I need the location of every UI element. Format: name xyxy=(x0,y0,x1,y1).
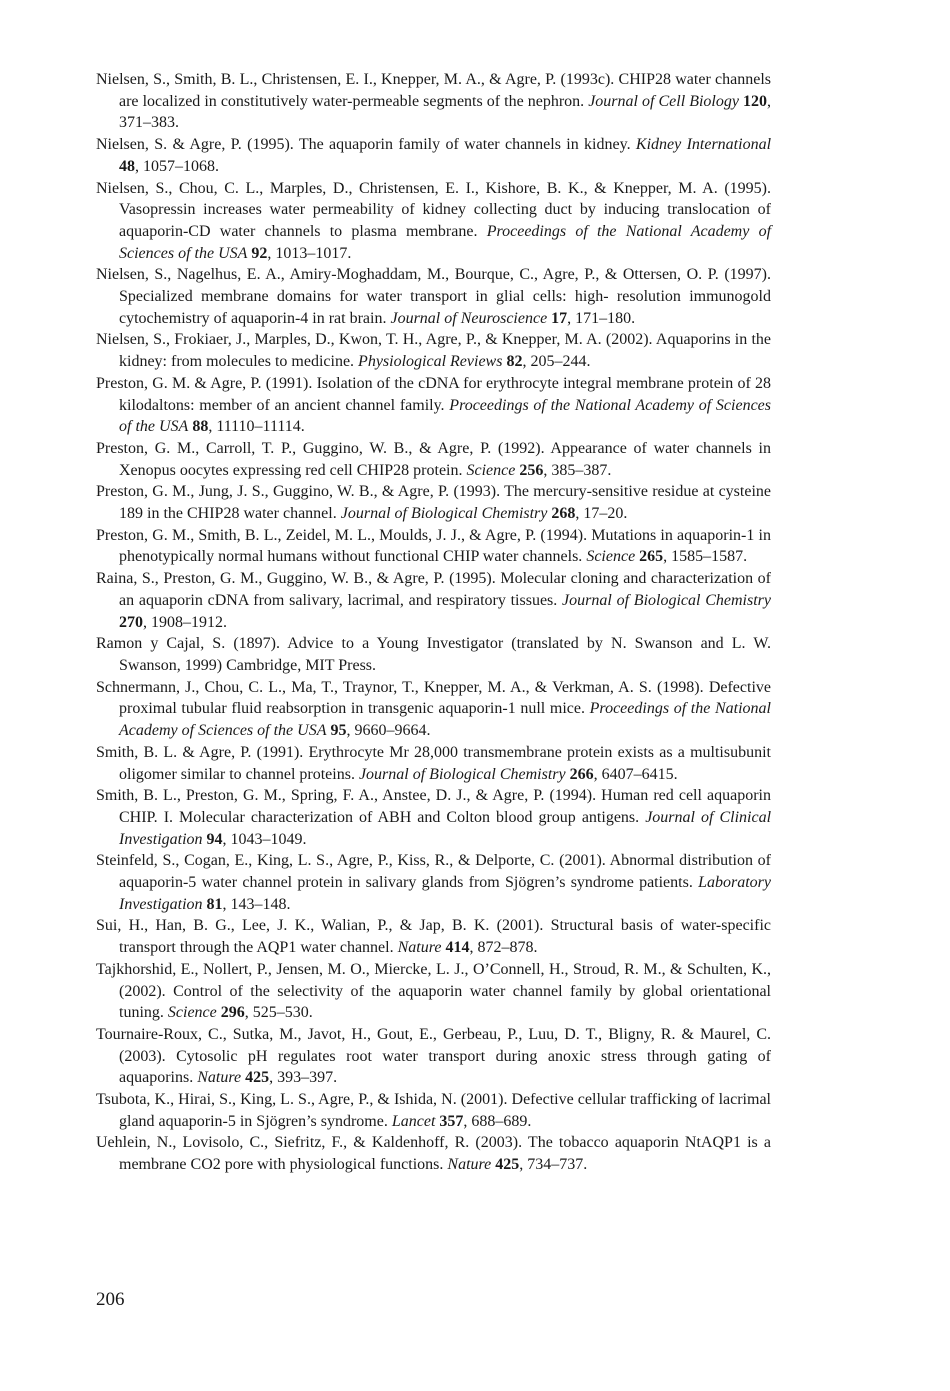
reference-entry xyxy=(96,1132,771,1175)
reference-citation: Sui, H., Han, B. G., Lee, J. K., Walian, P., & Jap, B. K. (2001). Structural basis of water-specific transport through the AQP1 water channel. xyxy=(96,917,771,957)
reference-journal: Science xyxy=(466,461,516,479)
reference-entry xyxy=(96,568,771,633)
reference-journal: Journal of Neuroscience xyxy=(390,309,548,327)
reference-journal: Lancet xyxy=(391,1112,436,1130)
reference-entry xyxy=(96,525,771,568)
reference-journal: Proceedings of the National Academy of Sciences of the USA xyxy=(119,700,772,740)
reference-pages: , 1043–1049. xyxy=(222,830,307,848)
reference-entry xyxy=(96,1089,771,1132)
reference-volume: 120 xyxy=(743,92,768,110)
reference-citation: Tournaire-Roux, C., Sutka, M., Javot, H., Gout, E., Gerbeau, P., Luu, D. T., Bligny, R. & Maurel, C. (2003). Cytosolic pH regulates root water transport during anoxic stress through gating of aquaporins. xyxy=(96,1025,771,1087)
reference-pages: , 9660–9664. xyxy=(346,722,431,740)
reference-pages: , 11110–11114. xyxy=(208,418,305,436)
reference-pages: , 688–689. xyxy=(463,1112,532,1130)
reference-citation: Preston, G. M., Smith, B. L., Zeidel, M. L., Moulds, J. J., & Agre, P. (1994). Mutations in aquaporin-1 in phenotypically normal humans without functional CHIP water channels. xyxy=(96,526,771,566)
reference-journal: Science xyxy=(167,1004,217,1022)
reference-pages: , 17–20. xyxy=(575,505,628,523)
reference-volume: 256 xyxy=(519,461,544,479)
reference-entry xyxy=(96,264,771,329)
reference-entry xyxy=(96,134,771,177)
reference-pages: , 385–387. xyxy=(543,461,612,479)
reference-journal: Science xyxy=(586,548,636,566)
reference-citation: Ramon y Cajal, S. (1897). Advice to a Young Investigator (translated by N. Swanson and L. W. Swanson, 1999) Cambridge, MIT Press. xyxy=(96,635,771,674)
reference-pages: , 1057–1068. xyxy=(135,157,219,175)
reference-citation: Preston, G. M. & Agre, P. (1991). Isolation of the cDNA for erythrocyte integral membrane protein of 28 kilodaltons: member of an ancient channel family. xyxy=(96,374,771,414)
reference-citation: Smith, B. L., Preston, G. M., Spring, F. A., Anstee, D. J., & Agre, P. (1994). Human red cell aquaporin CHIP. I. Molecular characterization of ABH and Colton blood group antigens. xyxy=(96,787,771,826)
reference-entry xyxy=(96,178,771,265)
reference-volume: 92 xyxy=(251,244,268,262)
reference-journal: Laboratory Investigation xyxy=(119,874,772,913)
reference-journal: Journal of Biological Chemistry xyxy=(358,765,566,783)
reference-volume: 296 xyxy=(220,1004,245,1022)
reference-pages: , 1013–1017. xyxy=(267,244,352,262)
reference-pages: , 371–383. xyxy=(119,92,772,132)
reference-pages: , 171–180. xyxy=(567,309,636,327)
reference-volume: 94 xyxy=(206,830,223,848)
reference-volume: 268 xyxy=(551,505,576,523)
reference-entry xyxy=(96,959,771,1024)
reference-volume: 265 xyxy=(639,548,664,566)
reference-list xyxy=(96,69,771,1176)
reference-volume: 425 xyxy=(495,1156,520,1174)
reference-journal: Nature xyxy=(197,1069,242,1087)
reference-citation: Tsubota, K., Hirai, S., King, L. S., Agre, P., & Ishida, N. (2001). Defective cellular trafficking of lacrimal gland aquaporin-5 in Sjögren’s syndrome. xyxy=(96,1091,771,1130)
reference-entry xyxy=(96,633,771,676)
reference-pages: , 1585–1587. xyxy=(663,548,748,566)
reference-entry xyxy=(96,785,771,850)
reference-citation: Nielsen, S., Nagelhus, E. A., Amiry-Moghaddam, M., Bourque, C., Agre, P., & Ottersen, O. P. (1997). Specialized membrane domains for water transport in glial cells: high- resolution immunogold cytochemistry of aquaporin-4 in rat brain. xyxy=(96,266,771,327)
reference-citation: Smith, B. L. & Agre, P. (1991). Erythrocyte Mr 28,000 transmembrane protein exists as a multisubunit oligomer similar to channel proteins. xyxy=(96,743,771,783)
reference-pages: , 872–878. xyxy=(469,939,538,957)
reference-citation: Raina, S., Preston, G. M., Guggino, W. B., & Agre, P. (1995). Molecular cloning and characterization of an aquaporin cDNA from salivary, lacrimal, and respiratory tissues. xyxy=(96,570,771,609)
reference-citation: Nielsen, S. & Agre, P. (1995). The aquaporin family of water channels in kidney. xyxy=(96,136,631,154)
reference-volume: 266 xyxy=(569,765,594,783)
reference-citation: Steinfeld, S., Cogan, E., King, L. S., Agre, P., Kiss, R., & Delporte, C. (2001). Abnormal distribution of aquaporin-5 water channel protein in salivary glands from Sjögren’s syndrome patients. xyxy=(96,852,771,892)
reference-journal: Nature xyxy=(397,939,442,957)
reference-volume: 82 xyxy=(506,353,523,371)
reference-citation: Preston, G. M., Jung, J. S., Guggino, W. B., & Agre, P. (1993). The mercury-sensitive residue at cysteine 189 in the CHIP28 water channel. xyxy=(96,483,771,523)
reference-pages: , 734–737. xyxy=(519,1156,588,1174)
reference-pages: , 143–148. xyxy=(222,895,291,913)
reference-pages: , 205–244. xyxy=(522,353,591,371)
reference-entry xyxy=(96,915,771,958)
reference-entry xyxy=(96,438,771,481)
reference-volume: 357 xyxy=(439,1112,464,1130)
reference-volume: 414 xyxy=(445,939,470,957)
reference-volume: 425 xyxy=(245,1069,270,1087)
reference-volume: 81 xyxy=(206,895,223,913)
reference-citation: Nielsen, S., Smith, B. L., Christensen, E. I., Knepper, M. A., & Agre, P. (1993c). CHIP28 water channels are localized in constitutively water-permeable segments of the nephron. xyxy=(96,71,771,110)
reference-citation: Preston, G. M., Carroll, T. P., Guggino, W. B., & Agre, P. (1992). Appearance of water channels in Xenopus oocytes expressing red cell CHIP28 protein. xyxy=(96,439,771,479)
reference-journal: Physiological Reviews xyxy=(358,353,503,371)
reference-entry xyxy=(96,742,771,785)
reference-pages: , 525–530. xyxy=(244,1004,313,1022)
reference-volume: 270 xyxy=(119,613,143,631)
reference-pages: , 1908–1912. xyxy=(143,613,227,631)
reference-volume: 17 xyxy=(551,309,568,327)
reference-journal: Proceedings of the National Academy of Sciences of the USA xyxy=(119,396,772,436)
reference-journal: Journal of Clinical Investigation xyxy=(119,808,772,848)
reference-journal: Proceedings of the National Academy of Sciences of the USA xyxy=(119,222,772,262)
reference-journal: Kidney International xyxy=(635,136,772,154)
reference-volume: 88 xyxy=(192,418,209,436)
reference-volume: 95 xyxy=(330,722,347,740)
reference-entry xyxy=(96,850,771,915)
reference-entry xyxy=(96,677,771,742)
reference-entry xyxy=(96,329,771,372)
reference-volume: 48 xyxy=(119,157,135,175)
reference-citation: Nielsen, S., Chou, C. L., Marples, D., Christensen, E. I., Kishore, B. K., & Knepper, M. A. (1995). Vasopressin increases water permeability of kidney collecting duct by inducing translocation of aquaporin-CD water channels to plasma membrane. xyxy=(96,179,771,240)
reference-citation: Tajkhorshid, E., Nollert, P., Jensen, M. O., Miercke, L. J., O’Connell, H., Stroud, R. M., & Schulten, K., (2002). Control of the selectivity of the aquaporin water channel family by global orientational tuning. xyxy=(96,960,771,1022)
reference-entry xyxy=(96,481,771,524)
reference-pages: , 393–397. xyxy=(269,1069,338,1087)
reference-citation: Schnermann, J., Chou, C. L., Ma, T., Traynor, T., Knepper, M. A., & Verkman, A. S. (1998). Defective proximal tubular fluid reabsorption in transgenic aquaporin-1 null mice. xyxy=(96,678,771,718)
reference-citation: Nielsen, S., Frokiaer, J., Marples, D., Kwon, T. H., Agre, P., & Knepper, M. A. (2002). Aquaporins in the kidney: from molecules to medicine. xyxy=(96,331,771,371)
reference-entry xyxy=(96,1024,771,1089)
reference-journal: Journal of Biological Chemistry xyxy=(340,505,548,523)
reference-pages: , 6407–6415. xyxy=(593,765,678,783)
reference-journal: Journal of Cell Biology xyxy=(588,92,739,110)
reference-entry xyxy=(96,373,771,438)
reference-citation: Uehlein, N., Lovisolo, C., Siefritz, F., & Kaldenhoff, R. (2003). The tobacco aquaporin NtAQP1 is a membrane CO2 pore with physiological functions. xyxy=(96,1134,771,1174)
reference-entry xyxy=(96,69,771,134)
reference-journal: Nature xyxy=(447,1156,492,1174)
reference-journal: Journal of Biological Chemistry xyxy=(562,591,771,609)
page-number: 206 xyxy=(96,1289,125,1310)
